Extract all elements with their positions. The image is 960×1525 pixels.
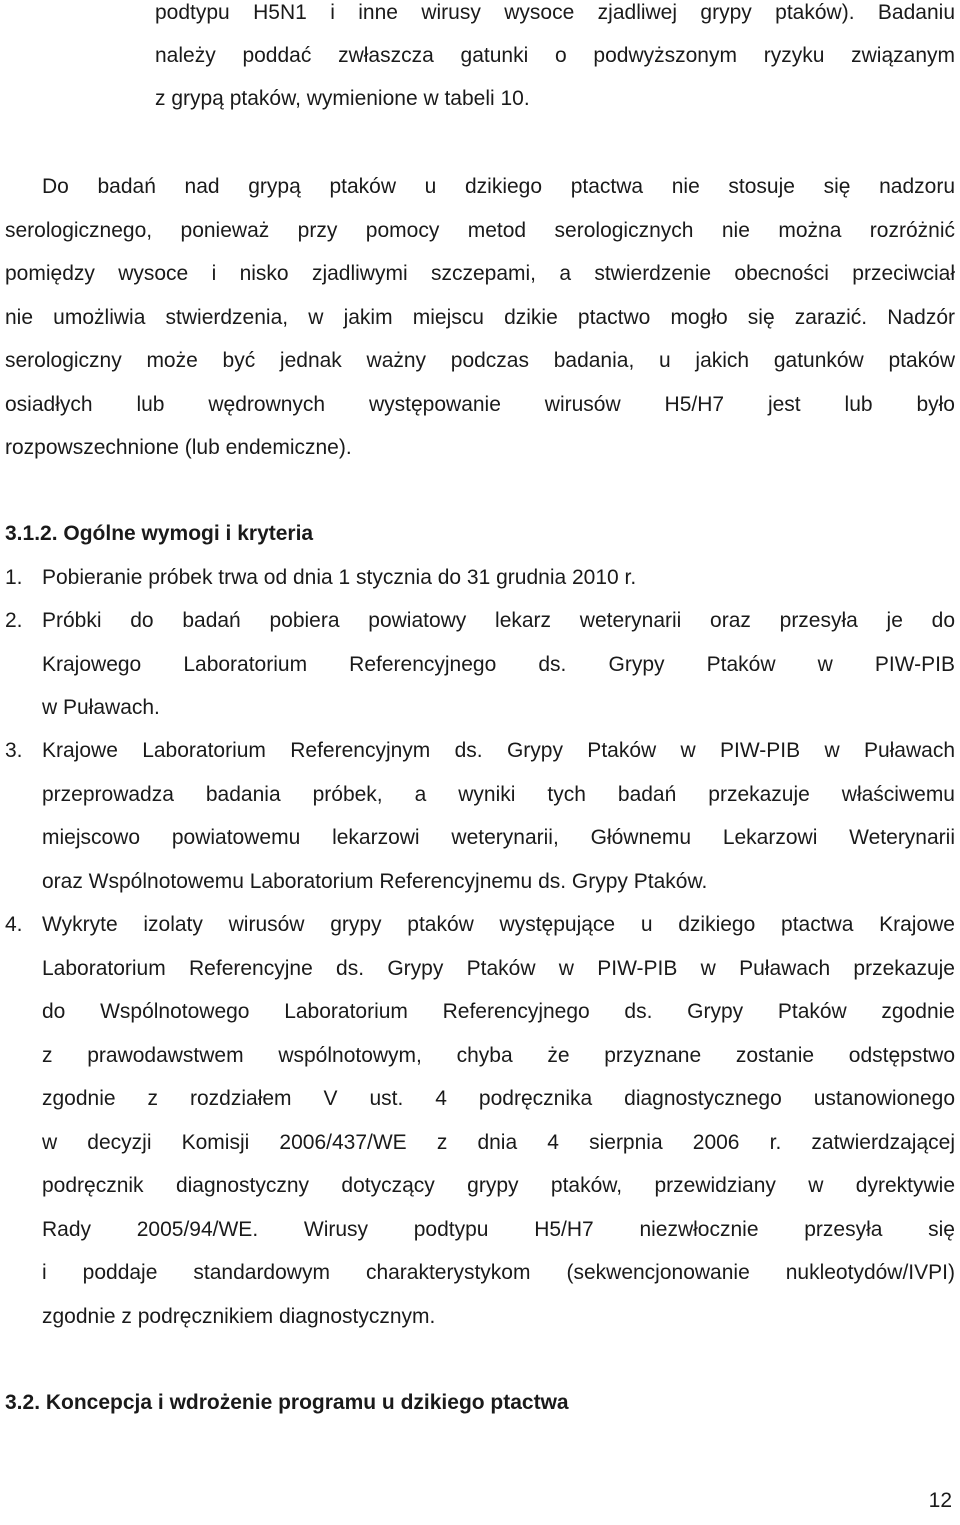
section-heading: 3.2. Koncepcja i wdrożenie programu u dzikiego ptactwa xyxy=(5,1391,569,1414)
text-line: serologicznego, ponieważ przy pomocy metod serologicznych nie można rozróżnić xyxy=(5,219,955,242)
text-line: pomiędzy wysoce i nisko zjadliwymi szczepami, a stwierdzenie obecności przeciwciał xyxy=(5,262,955,285)
text-line: rozpowszechnione (lub endemiczne). xyxy=(5,436,352,459)
section-heading: 3.1.2. Ogólne wymogi i kryteria xyxy=(5,522,314,545)
text-line: Do badań nad grypą ptaków u dzikiego ptactwa nie stosuje się nadzoru xyxy=(42,175,955,198)
text-line: do Wspólnotowego Laboratorium Referencyjnego ds. Grypy Ptaków zgodnie xyxy=(42,1000,955,1023)
text-line: serologiczny może być jednak ważny podczas badania, u jakich gatunków ptaków xyxy=(5,349,955,372)
text-line: i poddaje standardowym charakterystykom (sekwencjonowanie nukleotydów/IVPI) xyxy=(42,1261,955,1284)
text-line: należy poddać zwłaszcza gatunki o podwyższonym ryzyku związanym xyxy=(155,44,955,67)
page-number: 12 xyxy=(928,1489,952,1512)
text-line: osiadłych lub wędrownych występowanie wirusów H5/H7 jest lub było xyxy=(5,393,955,416)
text-line: Wykryte izolaty wirusów grypy ptaków występujące u dzikiego ptactwa Krajowe xyxy=(42,913,955,936)
text-line: Krajowe Laboratorium Referencyjnym ds. Grypy Ptaków w PIW-PIB w Puławach xyxy=(42,739,955,762)
text-line: Pobieranie próbek trwa od dnia 1 stycznia do 31 grudnia 2010 r. xyxy=(42,566,637,589)
list-number: 1. xyxy=(5,566,23,589)
text-line: podtypu H5N1 i inne wirusy wysoce zjadliwej grypy ptaków). Badaniu xyxy=(155,1,955,24)
text-line: zgodnie z rozdziałem V ust. 4 podręcznika diagnostycznego ustanowionego xyxy=(42,1087,955,1110)
list-number: 2. xyxy=(5,609,23,632)
text-line: Krajowego Laboratorium Referencyjnego ds. Grypy Ptaków w PIW-PIB xyxy=(42,653,955,676)
list-number: 3. xyxy=(5,739,23,762)
text-line: w decyzji Komisji 2006/437/WE z dnia 4 sierpnia 2006 r. zatwierdzającej xyxy=(42,1131,955,1154)
text-line: zgodnie z podręcznikiem diagnostycznym. xyxy=(42,1305,436,1328)
text-line: Laboratorium Referencyjne ds. Grypy Ptaków w PIW-PIB w Puławach przekazuje xyxy=(42,957,955,980)
text-line: Rady 2005/94/WE. Wirusy podtypu H5/H7 niezwłocznie przesyła się xyxy=(42,1218,955,1241)
text-line: przeprowadza badania próbek, a wyniki tych badań przekazuje właściwemu xyxy=(42,783,955,806)
text-line: z grypą ptaków, wymienione w tabeli 10. xyxy=(155,87,530,110)
text-line: z prawodawstwem wspólnotowym, chyba że przyznane zostanie odstępstwo xyxy=(42,1044,955,1067)
list-number: 4. xyxy=(5,913,23,936)
text-line: nie umożliwia stwierdzenia, w jakim miejscu dzikie ptactwo mogło się zarazić. Nadzór xyxy=(5,306,955,329)
text-line: Próbki do badań pobiera powiatowy lekarz weterynarii oraz przesyła je do xyxy=(42,609,955,632)
text-line: oraz Wspólnotowemu Laboratorium Referencyjnemu ds. Grypy Ptaków. xyxy=(42,870,708,893)
text-line: w Puławach. xyxy=(42,696,160,719)
text-line: podręcznik diagnostyczny dotyczący grypy ptaków, przewidziany w dyrektywie xyxy=(42,1174,955,1197)
text-line: miejscowo powiatowemu lekarzowi weterynarii, Głównemu Lekarzowi Weterynarii xyxy=(42,826,955,849)
